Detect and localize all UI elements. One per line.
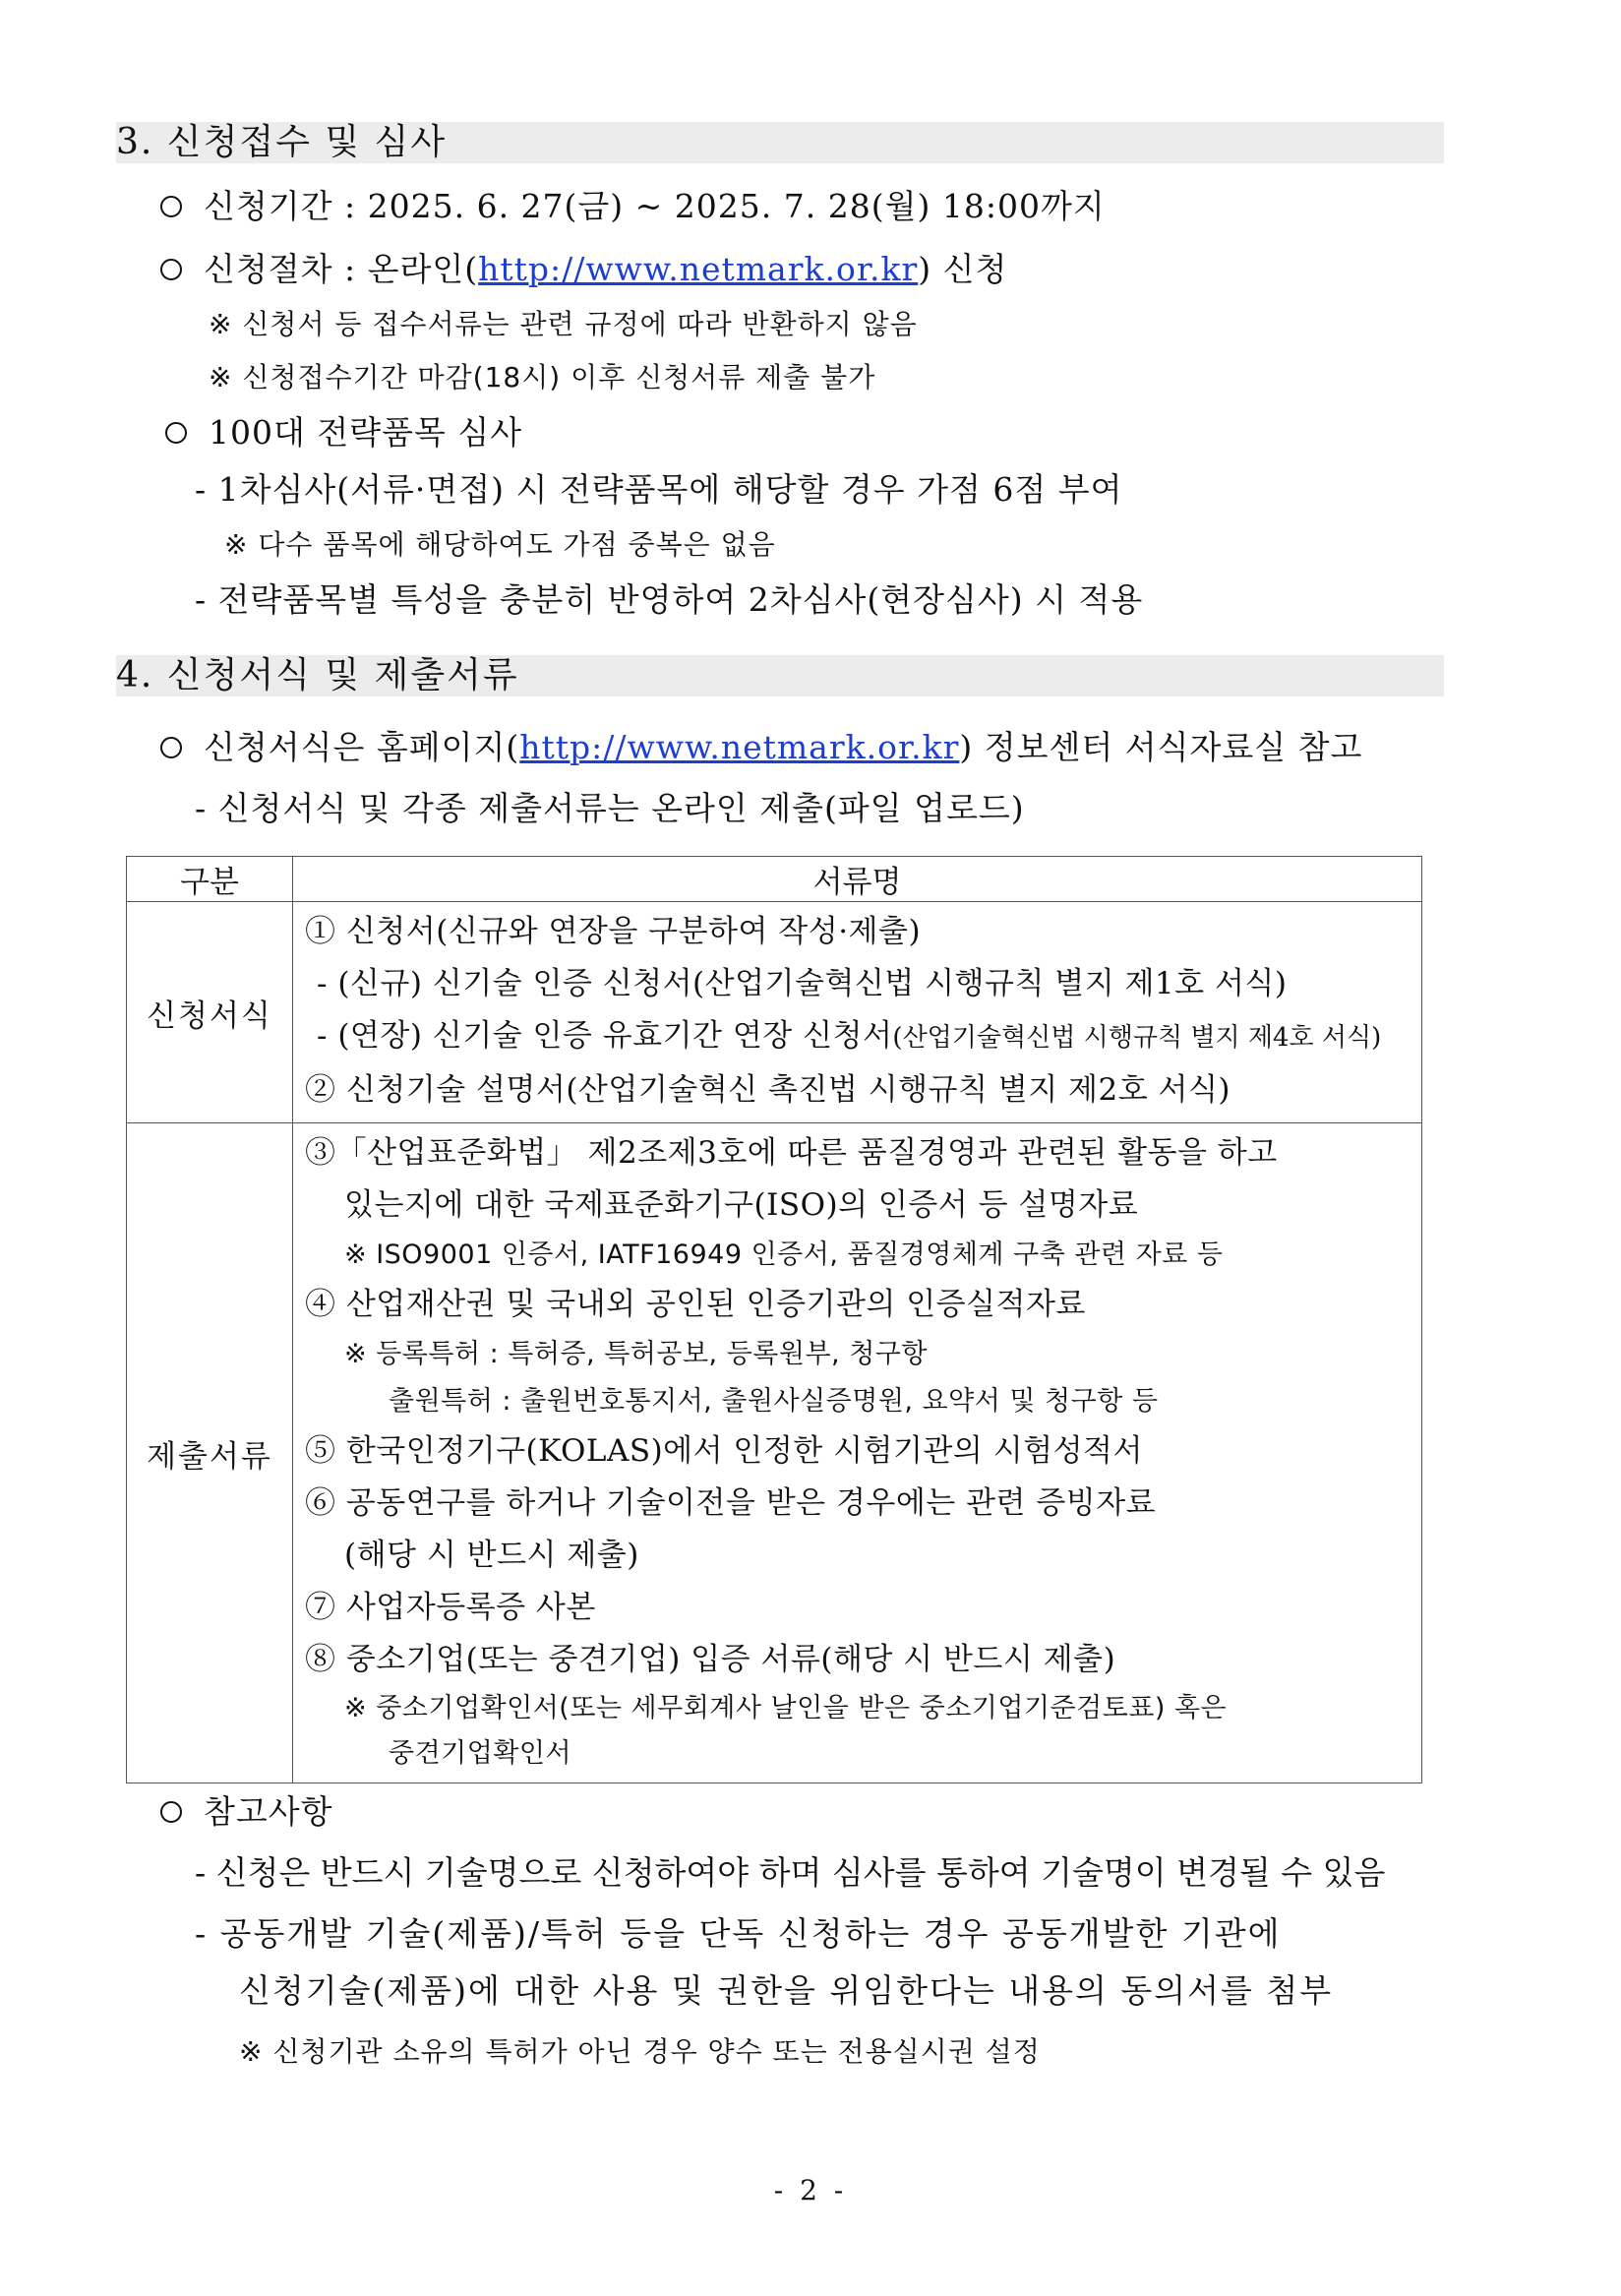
forms-item: - 신청서식 및 각종 제출서류는 온라인 제출(파일 업로드) bbox=[195, 789, 1025, 827]
reference-item-1: - 신청은 반드시 기술명으로 신청하여야 하며 심사를 통하여 기술명이 변경될 수 있음 bbox=[195, 1853, 1386, 1892]
table-line: 있는지에 대한 국제표준화기구(ISO)의 인증서 등 설명자료 bbox=[344, 1187, 1139, 1223]
circle-bullet-icon bbox=[160, 737, 182, 758]
netmark-link[interactable]: http://www.netmark.or.kr bbox=[478, 250, 919, 288]
circle-bullet-icon bbox=[160, 196, 182, 217]
table-line: ① 신청서(신규와 연장을 구분하여 작성·제출) bbox=[305, 914, 922, 949]
strategic-review-title: 100대 전략품목 심사 bbox=[209, 413, 523, 452]
table-line: ⑤ 한국인정기구(KOLAS)에서 인정한 시험기관의 시험성적서 bbox=[305, 1433, 1143, 1469]
page-number: - 2 - bbox=[773, 2174, 848, 2206]
table-note: ※ ISO9001 인증서, IATF16949 인증서, 품질경영체계 구축 관련 자료 등 bbox=[344, 1239, 1224, 1270]
table-row bbox=[127, 1123, 1422, 1783]
table-line: ④ 산업재산권 및 국내외 공인된 인증기관의 인증실적자료 bbox=[305, 1287, 1086, 1322]
table-row-category: 제출서류 bbox=[127, 1123, 293, 1783]
reference-item-2a: - 공동개발 기술(제품)/특허 등을 단독 신청하는 경우 공동개발한 기관에 bbox=[195, 1914, 1282, 1953]
section-3-heading: 3. 신청접수 및 심사 bbox=[116, 122, 1444, 163]
table-header-documents: 서류명 bbox=[293, 857, 1422, 902]
table-line: - (신규) 신기술 인증 신청서(산업기술혁신법 시행규칙 별지 제1호 서식) bbox=[317, 966, 1288, 1001]
netmark-link[interactable]: http://www.netmark.or.kr bbox=[519, 728, 960, 766]
reference-note: ※ 신청기관 소유의 특허가 아닌 경우 양수 또는 전용실시권 설정 bbox=[239, 2035, 1041, 2068]
table-note: 중견기업확인서 bbox=[389, 1738, 572, 1769]
table-row-content bbox=[293, 902, 1422, 1123]
table-line: ⑦ 사업자등록증 사본 bbox=[305, 1590, 596, 1625]
review-note: ※ 다수 품목에 해당하여도 가점 중복은 없음 bbox=[224, 528, 776, 561]
circle-bullet-icon bbox=[160, 1801, 182, 1823]
table-row-content bbox=[293, 1123, 1422, 1783]
table-line-small: (산업기술혁신법 시행규칙 별지 제4호 서식) bbox=[892, 1023, 1382, 1053]
table-note: 출원특허 : 출원번호통지서, 출원사실증명원, 요약서 및 청구항 등 bbox=[389, 1386, 1159, 1417]
application-forms bbox=[160, 728, 1362, 767]
procedure-note-1: ※ 신청서 등 접수서류는 관련 규정에 따라 반환하지 않음 bbox=[209, 308, 918, 340]
table-line bbox=[305, 1010, 1421, 1064]
application-procedure bbox=[160, 250, 1007, 289]
strategic-review bbox=[165, 413, 522, 453]
forms-prefix: 신청서식은 홈페이지( bbox=[204, 728, 520, 766]
reference-title: 참고사항 bbox=[204, 1792, 333, 1831]
procedure-suffix: ) 신청 bbox=[918, 250, 1008, 288]
table-line: ③「산업표준화법」 제2조제3호에 따른 품질경영과 관련된 활동을 하고 bbox=[305, 1135, 1278, 1171]
table-header-row bbox=[127, 857, 1422, 902]
table-note: ※ 중소기업확인서(또는 세무회계사 날인을 받은 중소기업기준검토표) 혹은 bbox=[344, 1693, 1228, 1723]
forms-suffix: ) 정보센터 서식자료실 참고 bbox=[959, 728, 1363, 766]
table-row bbox=[127, 902, 1422, 1123]
application-period bbox=[160, 187, 1106, 226]
reference-item-2b: 신청기술(제품)에 대한 사용 및 권한을 위임한다는 내용의 동의서를 첨부 bbox=[239, 1971, 1334, 2010]
documents-table bbox=[126, 856, 1422, 1783]
table-line: (해당 시 반드시 제출) bbox=[344, 1538, 639, 1573]
section-4-heading: 4. 신청서식 및 제출서류 bbox=[116, 655, 1444, 696]
review-item-2: - 전략품목별 특성을 충분히 반영하여 2차심사(현장심사) 시 적용 bbox=[195, 580, 1144, 619]
table-row-category: 신청서식 bbox=[127, 902, 293, 1123]
table-line: ⑧ 중소기업(또는 중견기업) 입증 서류(해당 시 반드시 제출) bbox=[305, 1642, 1116, 1677]
application-period-text: 신청기간 : 2025. 6. 27(금) ~ 2025. 7. 28(월) 18:00까지 bbox=[204, 187, 1106, 225]
table-line: ⑥ 공동연구를 하거나 기술이전을 받은 경우에는 관련 증빙자료 bbox=[305, 1485, 1157, 1521]
review-item-1: - 1차심사(서류·면접) 시 전략품목에 해당할 경우 가점 6점 부여 bbox=[195, 470, 1123, 509]
table-header-category: 구분 bbox=[127, 857, 293, 902]
table-note: ※ 등록특허 : 특허증, 특허공보, 등록원부, 청구항 bbox=[344, 1339, 928, 1369]
table-line: ② 신청기술 설명서(산업기술혁신 촉진법 시행규칙 별지 제2호 서식) bbox=[305, 1072, 1231, 1108]
table-line-main: - (연장) 신기술 인증 유효기간 연장 신청서 bbox=[317, 1018, 893, 1054]
circle-bullet-icon bbox=[165, 422, 187, 444]
procedure-note-2: ※ 신청접수기간 마감(18시) 이후 신청서류 제출 불가 bbox=[209, 361, 876, 393]
circle-bullet-icon bbox=[160, 259, 182, 280]
procedure-prefix: 신청절차 : 온라인( bbox=[204, 250, 479, 288]
reference bbox=[160, 1792, 333, 1832]
